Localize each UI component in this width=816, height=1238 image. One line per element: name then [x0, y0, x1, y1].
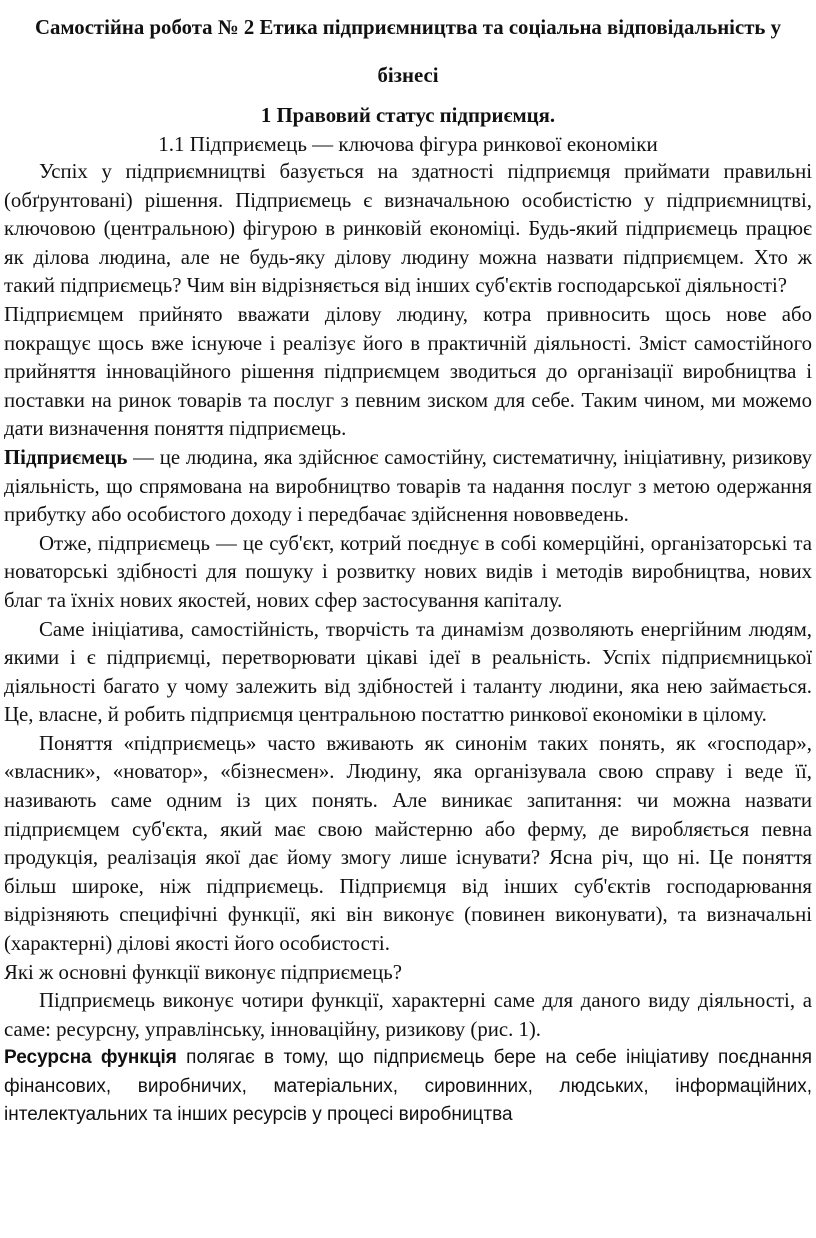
definition-text: — це людина, яка здійснює самостійну, систематичну, ініціативну, ризикову діяльність, що спрямована на виробництво товарів та надання послуг з метою одержання прибутку або особистого доходу і передбачає здійснення нововведень. [4, 445, 812, 527]
term-entrepreneur: Підприємець [4, 445, 128, 469]
term-resource-function: Ресурсна функція [4, 1047, 177, 1069]
paragraph-2: Підприємцем прийнято вважати ділову людину, котра привносить щось нове або покращує щось вже існуюче і реалізує його в практичній діяльності. Зміст самостійного прийняття інноваційного рішення підприємцем зводиться до організації виробництва і поставки на ринок товарів та послуг з певним зиском для себе. Таким чином, ми можемо дати визначення поняття підприємець. [4, 302, 812, 441]
paragraph-4: Отже, підприємець — це суб'єкт, котрий поєднує в собі комерційні, організаторські та новаторські здібності для пошуку і розвитку нових видів і методів виробництва, нових благ та їхніх нових якостей, нових сфер застосування капіталу. [4, 531, 812, 612]
paragraph-8: Підприємець виконує чотири функції, характерні саме для даного виду діяльності, а саме: ресурсну, управлінську, інноваційну, ризикову (рис. 1). [4, 989, 812, 1041]
paragraph-7-question: Які ж основні функції виконує підприємець? [4, 960, 402, 984]
resource-function-text: полягає в тому, що підприємець бере на себе ініціативу поєднання фінансових, виробничих, матеріальних, сировинних, людських, інформаційних, інтелектуальних та інших ресурсів у процесі виробництва [4, 1047, 812, 1126]
subsection-heading: 1.1 Підприємець — ключова фігура ринкової економіки [158, 132, 658, 156]
paragraph-9-resource-function [4, 1044, 812, 1130]
paragraph-6: Поняття «підприємець» часто вживають як синонім таких понять, як «господар», «власник», «новатор», «бізнесмен». Людину, яка організувала свою справу і веде її, називають саме одним із цих понять. Але виникає запитання: чи можна назвати підприємцем суб'єкта, який має свою майстерню або ферму, де виробляється певна продукція, реалізація якої дає йому змогу лише існувати? Ясна річ, що ні. Це поняття більш широке, ніж підприємець. Підприємця від інших суб'єктів господарювання відрізняють специфічні функції, які він виконує (повинен виконувати), та визначальні (характерні) ділові якості його особистості. [4, 731, 812, 956]
paragraph-3-definition [4, 444, 812, 530]
document-title: Самостійна робота № 2 Етика підприємництва та соціальна відповідальність у бізнесі [34, 16, 782, 87]
paragraph-5: Саме ініціатива, самостійність, творчість та динамізм дозволяють енергійним людям, якими і є підприємці, перетворювати цікаві ідеї в реальність. Успіх підприємницької діяльності багато у чому залежить від здібностей і таланту людини, яка нею займається. Це, власне, й робить підприємця центральною постаттю ринкової економіки в цілому. [4, 617, 812, 727]
paragraph-1: Успіх у підприємництві базується на здатності підприємця приймати правильні (обґрунтовані) рішення. Підприємець є визначальною особистістю у підприємництві, ключовою (центральною) фігурою в ринковій економіці. Будь-який підприємець працює як ділова людина, але не будь-яку ділову людину можна назвати підприємцем. Хто ж такий підприємець? Чим він відрізняється від інших суб'єктів господарської діяльності? [4, 160, 812, 298]
section-heading: 1 Правовий статус підприємця. [260, 104, 556, 127]
